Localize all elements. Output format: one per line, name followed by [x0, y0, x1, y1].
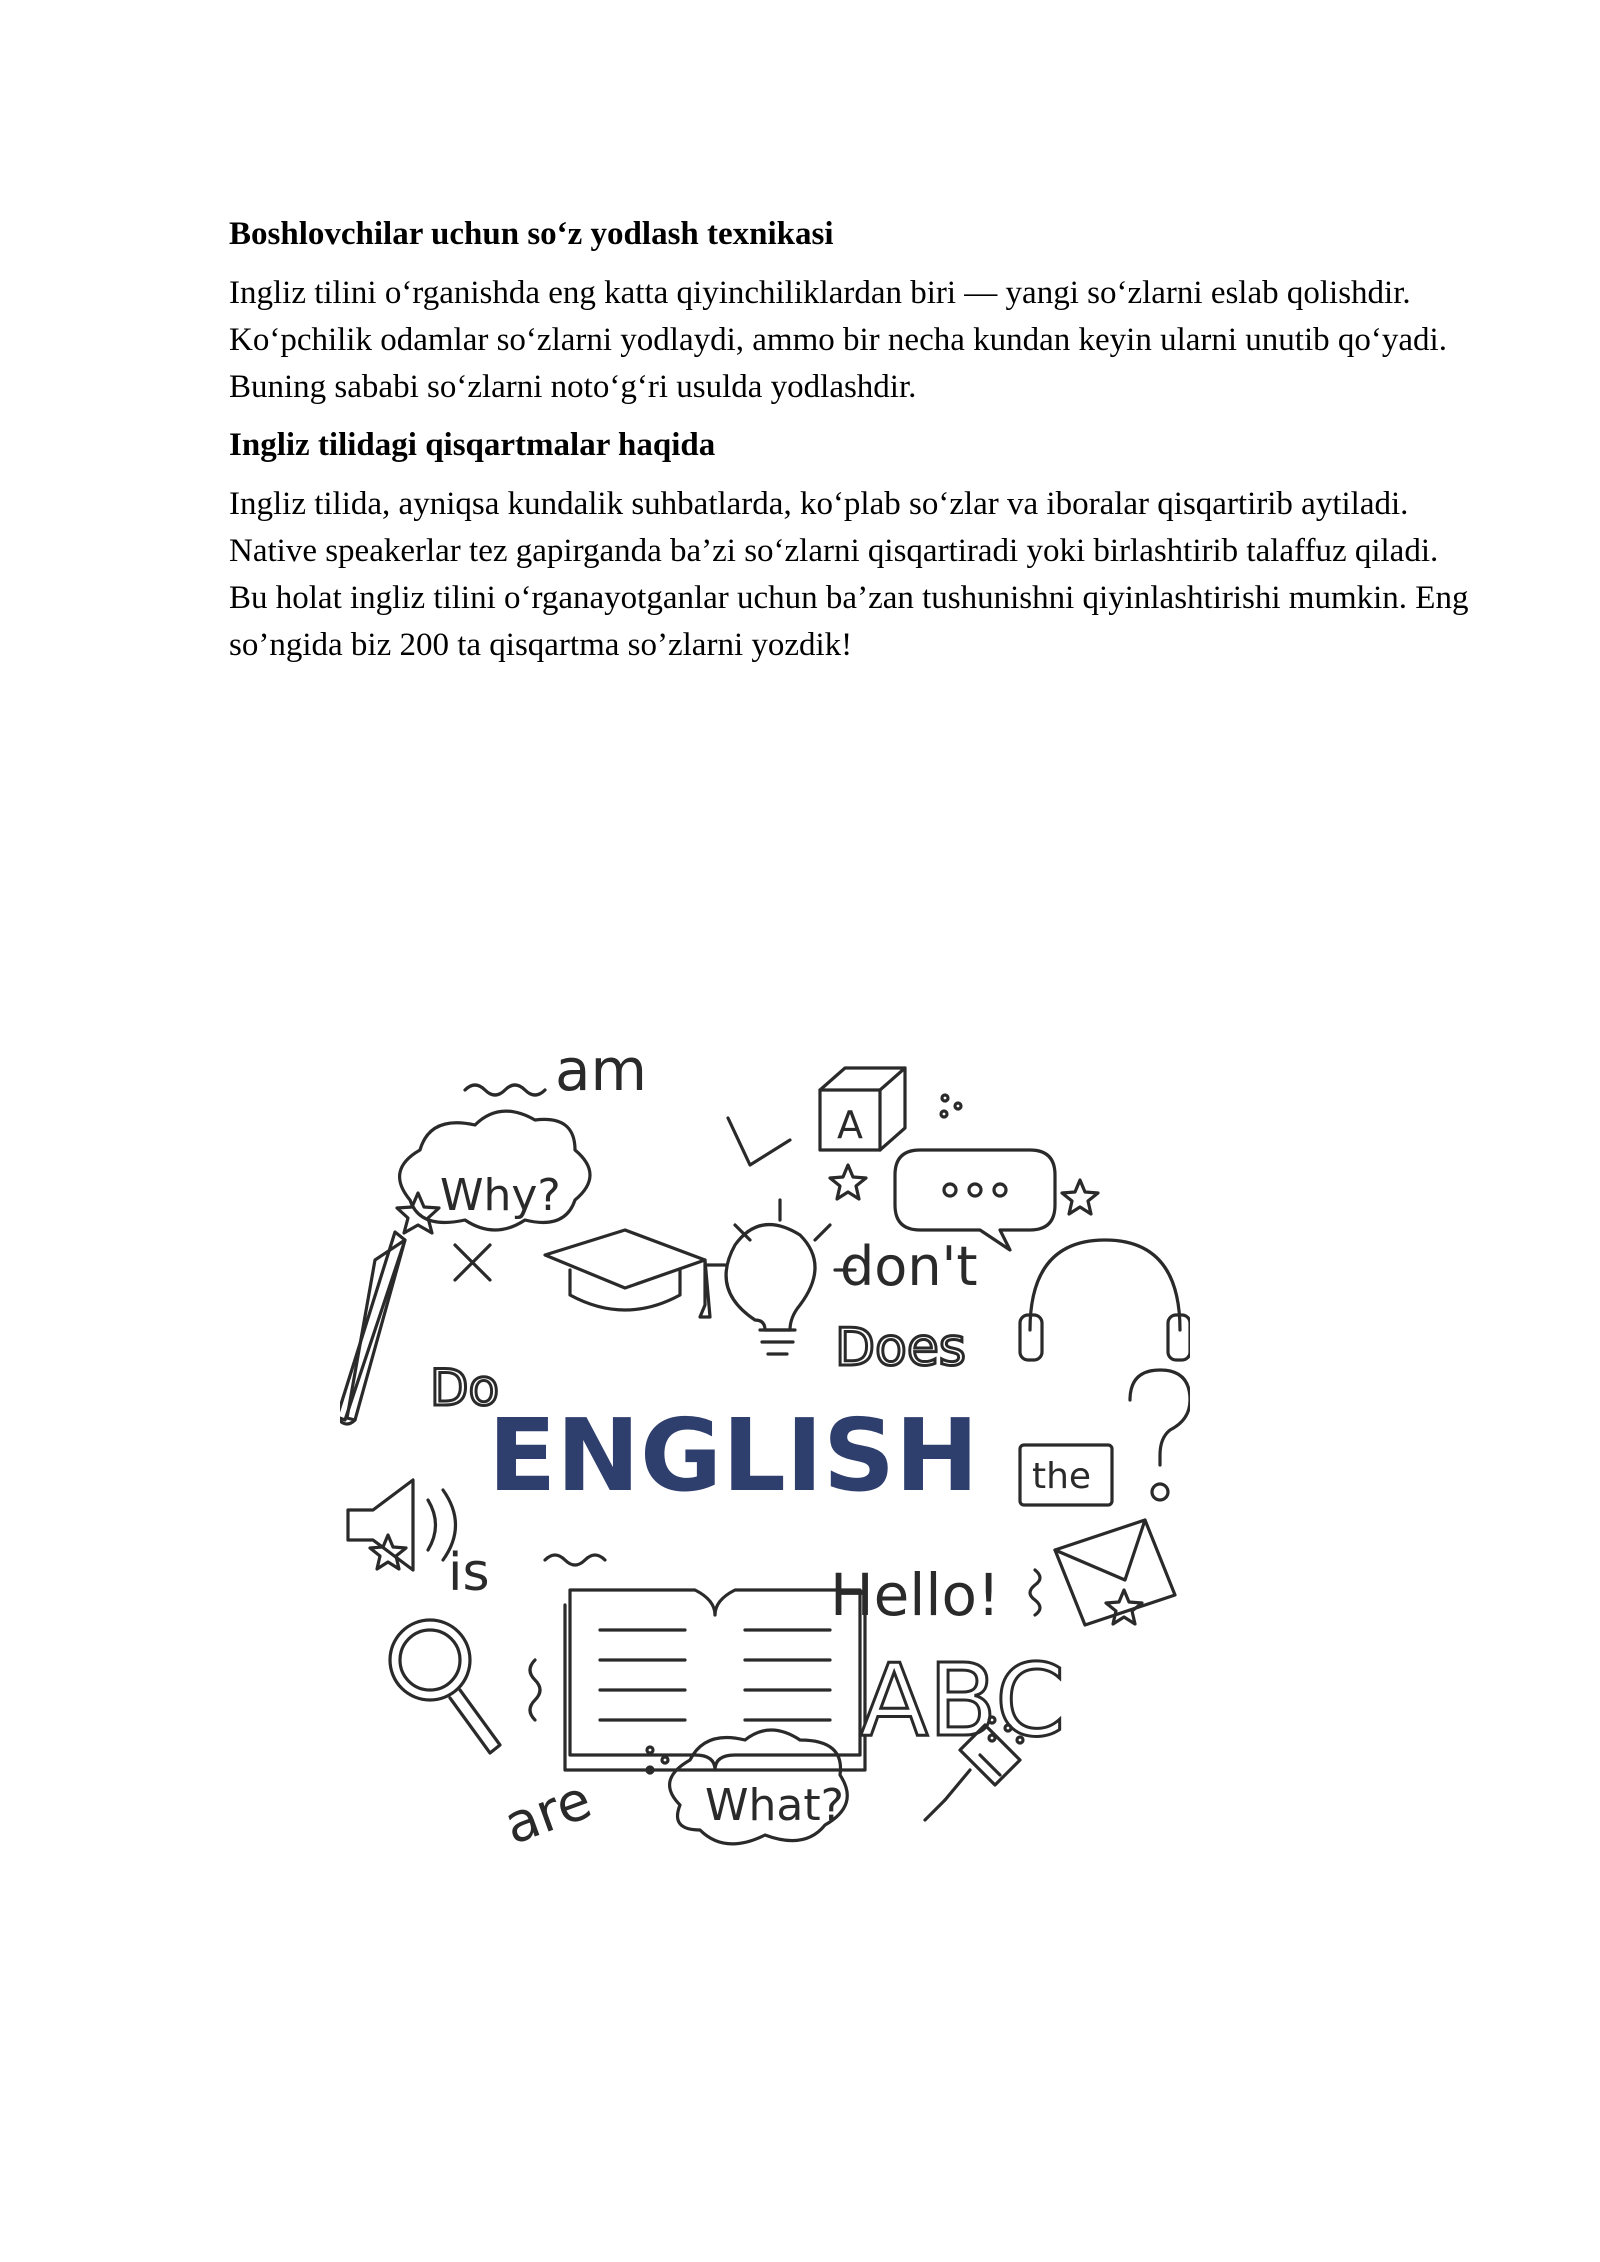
section-paragraph: Ingliz tilini o‘rganishda eng katta qiyinchiliklardan biri — yangi so‘zlarni eslab qolishdir. Ko‘pchilik odamlar so‘zlarni yodlaydi, ammo bir necha kundan keyin ularni unutib qo‘yadi. Buning sababi so‘zlarni noto‘g‘ri usulda yodlashdir.	[229, 275, 1447, 405]
star-icon	[1062, 1180, 1098, 1214]
wave-icon	[465, 1085, 545, 1095]
light-bulb-icon	[705, 1200, 855, 1354]
word-are: are	[495, 1767, 600, 1857]
doodle-canvas	[340, 1030, 1190, 1860]
the-box	[1020, 1445, 1112, 1505]
section-paragraph: Ingliz tilida, ayniqsa kundalik suhbatlarda, ko‘plab so‘zlar va iboralar qisqartirib aytiladi. Native speakerlar tez gapirganda ba’zi so‘zlarni qisqartiradi yoki birlashtirib talaffuz qiladi. Bu holat ingliz tilini o‘rganayotganlar uchun ba’zan tushunishni qiyinlashtirishi mumkin. Eng so’ngida biz 200 ta qisqartma so’zlarni yozdik!	[229, 486, 1469, 663]
svg-text:A: A	[837, 1103, 863, 1147]
word-why: Why?	[440, 1170, 561, 1221]
word-do: Do	[430, 1359, 500, 1417]
letter-cube-icon	[820, 1068, 905, 1150]
section-heading: Ingliz tilidagi qisqartmalar haqida	[229, 427, 716, 463]
magnifier-icon	[390, 1620, 500, 1753]
wave-icon	[545, 1555, 605, 1565]
squiggle-icon	[1030, 1570, 1040, 1615]
illustration-title: ENGLISH	[488, 1397, 979, 1514]
word-the: the	[1032, 1456, 1092, 1497]
check-icon	[728, 1118, 790, 1165]
squiggle-icon	[530, 1660, 540, 1720]
word-am: am	[555, 1036, 648, 1104]
headphones-icon	[1020, 1240, 1190, 1360]
graduation-cap-icon	[545, 1230, 710, 1317]
word-what: What?	[705, 1780, 844, 1831]
star-icon	[830, 1165, 866, 1199]
speaker-icon	[348, 1480, 456, 1570]
english-doodle-illustration	[340, 1030, 1190, 1860]
word-does: Does	[835, 1318, 966, 1378]
word-is: is	[448, 1543, 490, 1603]
word-dont: don't	[840, 1235, 978, 1298]
section-heading: Boshlovchilar uchun so‘z yodlash texnikasi	[229, 216, 834, 252]
question-mark-icon	[1130, 1370, 1190, 1500]
what-cloud-icon	[670, 1730, 848, 1844]
why-cloud-icon	[400, 1111, 590, 1230]
cross-icon	[455, 1245, 490, 1280]
word-hello: Hello!	[830, 1561, 1001, 1629]
word-abc: ABC	[860, 1642, 1066, 1759]
text-content	[229, 212, 1469, 669]
pencil-icon	[340, 1232, 405, 1424]
